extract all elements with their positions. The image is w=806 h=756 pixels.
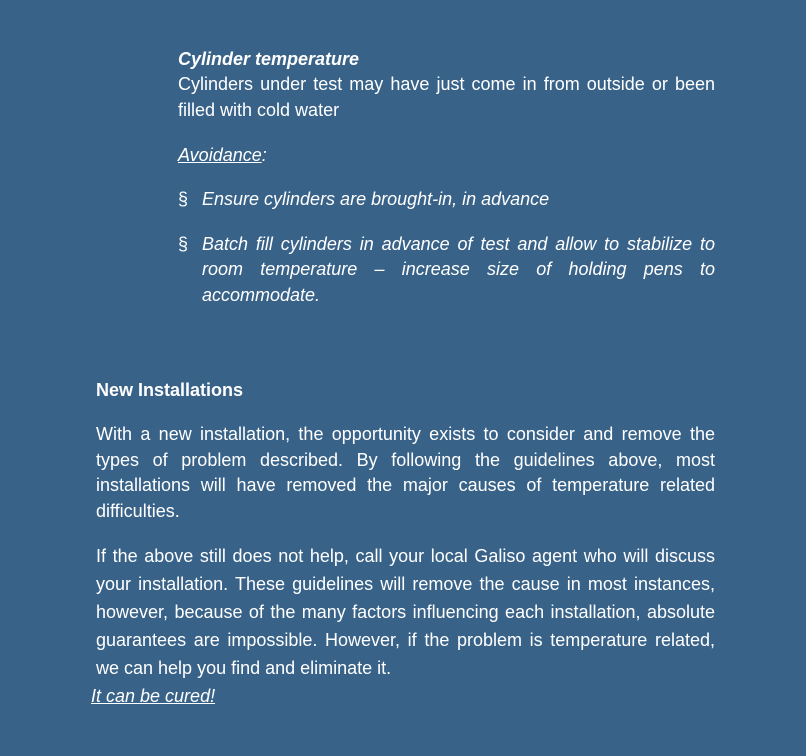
bullet-text: Batch fill cylinders in advance of test and allow to stabilize to room temperature – increase size of holding pens to accommodate. (202, 233, 715, 305)
new-installations-section (91, 376, 715, 710)
closing-line (91, 682, 715, 710)
paragraph (91, 542, 715, 682)
avoidance-label (178, 142, 715, 168)
section-heading: New Installations (96, 380, 244, 400)
intro-paragraph: Cylinders under test may have just come in from outside or been filled with cold water (178, 74, 715, 120)
paragraph: With a new installation, the opportunity exists to consider and remove the types of problem described. By following the guidelines above, most installations will have removed the major causes of temperature related difficulties. (96, 424, 715, 521)
bullet-text: Ensure cylinders are brought-in, in advance (202, 189, 550, 209)
list-item (178, 232, 715, 309)
closing-text: It can be cured! (91, 686, 216, 706)
avoidance-colon: : (261, 145, 267, 165)
paragraph-text: If the above still does not help, call your local Galiso agent who will discuss your installation. These guidelines will remove the cause in most instances, however, because of the many factors influencing each installation, absolute guarantees are impossible. However, if the problem is temperature related, we can help you find and eliminate it. (96, 546, 715, 678)
section-heading: Cylinder temperature (178, 49, 360, 69)
cylinder-temperature-section (178, 46, 715, 308)
avoidance-text: Avoidance (178, 145, 262, 165)
section-sign-icon: § (178, 233, 189, 254)
section-sign-icon: § (178, 189, 189, 209)
list-item (178, 187, 715, 213)
